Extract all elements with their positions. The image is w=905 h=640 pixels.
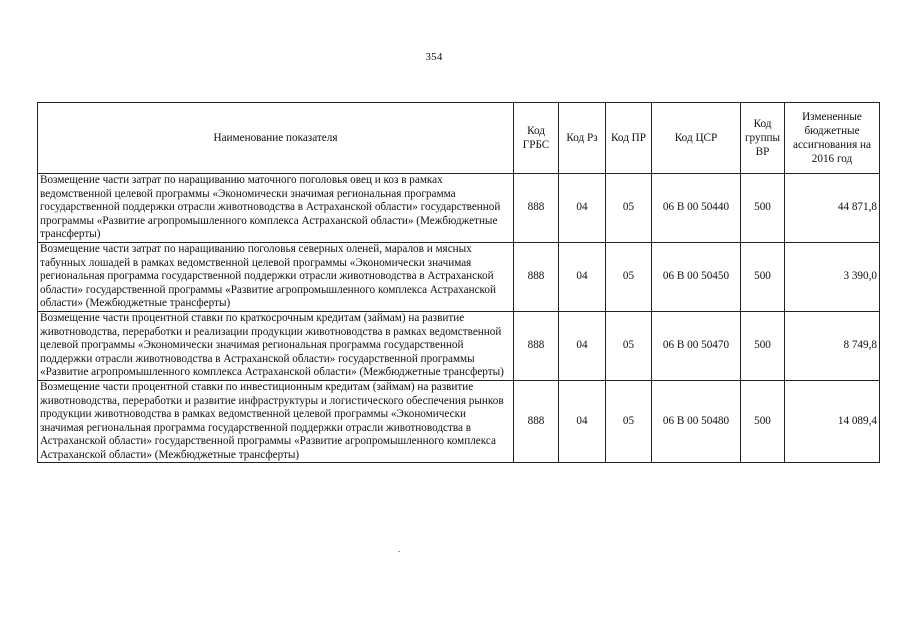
header-name: Наименование показателя bbox=[38, 103, 514, 174]
row-vr: 500 bbox=[741, 311, 785, 380]
row-grbs: 888 bbox=[514, 242, 559, 311]
header-vr: Код группы ВР bbox=[741, 103, 785, 174]
row-csr: 06 В 00 50470 bbox=[652, 311, 741, 380]
row-amount: 8 749,8 bbox=[785, 311, 880, 380]
header-pr: Код ПР bbox=[606, 103, 652, 174]
row-name: Возмещение части затрат по наращиванию поголовья северных оленей, маралов и мясных табунных лошадей в рамках ведомственной целевой программы «Экономически значимая региональная программа государственной поддержки отрасли животноводства в Астраханской области» государственной программы «Развитие агропромышленного комплекса Астраханской области» (Межбюджетные трансферты) bbox=[38, 242, 514, 311]
row-grbs: 888 bbox=[514, 380, 559, 463]
row-amount: 44 871,8 bbox=[785, 174, 880, 243]
row-grbs: 888 bbox=[514, 311, 559, 380]
row-vr: 500 bbox=[741, 380, 785, 463]
row-csr: 06 В 00 50450 bbox=[652, 242, 741, 311]
row-pr: 05 bbox=[606, 174, 652, 243]
row-vr: 500 bbox=[741, 174, 785, 243]
table-row bbox=[38, 174, 880, 243]
table-row bbox=[38, 242, 880, 311]
row-rz: 04 bbox=[559, 380, 606, 463]
row-name: Возмещение части процентной ставки по инвестиционным кредитам (займам) на развитие животноводства, переработки и развитие инфраструктуры и логистического обеспечения рынков продукции животноводства в рамках ведомственной целевой программы «Экономически значимая региональная программа государственной поддержки отрасли животноводства в Астраханской области» государственной программы «Развитие агропромышленного комплекса Астраханской области» (Межбюджетные трансферты) bbox=[38, 380, 514, 463]
budget-allocation-table bbox=[37, 102, 880, 463]
table-row bbox=[38, 311, 880, 380]
page-number: 354 bbox=[425, 51, 443, 63]
row-rz: 04 bbox=[559, 174, 606, 243]
table-header-row bbox=[38, 103, 880, 174]
row-rz: 04 bbox=[559, 311, 606, 380]
row-csr: 06 В 00 50480 bbox=[652, 380, 741, 463]
row-amount: 14 089,4 bbox=[785, 380, 880, 463]
row-vr: 500 bbox=[741, 242, 785, 311]
header-amount: Измененные бюджетные ассигнования на 2016 год bbox=[785, 103, 880, 174]
header-grbs: Код ГРБС bbox=[514, 103, 559, 174]
row-pr: 05 bbox=[606, 242, 652, 311]
row-grbs: 888 bbox=[514, 174, 559, 243]
table-row bbox=[38, 380, 880, 463]
row-amount: 3 390,0 bbox=[785, 242, 880, 311]
row-name: Возмещение части затрат по наращиванию маточного поголовья овец и коз в рамках ведомственной целевой программы «Экономически значимая региональная программа государственной поддержки отрасли животноводства в Астраханской области» государственной программы «Развитие агропромышленного комплекса Астраханской области» (Межбюджетные трансферты) bbox=[38, 174, 514, 243]
row-rz: 04 bbox=[559, 242, 606, 311]
row-pr: 05 bbox=[606, 380, 652, 463]
scan-speck bbox=[398, 551, 400, 552]
header-csr: Код ЦСР bbox=[652, 103, 741, 174]
row-name: Возмещение части процентной ставки по краткосрочным кредитам (займам) на развитие животноводства, переработки и реализации продукции животноводства в рамках ведомственной целевой программы «Экономически значимая региональная программа государственной поддержки отрасли животноводства в Астраханской области» государственной программы «Развитие агропромышленного комплекса Астраханской области» (Межбюджетные трансферты) bbox=[38, 311, 514, 380]
row-pr: 05 bbox=[606, 311, 652, 380]
header-rz: Код Рз bbox=[559, 103, 606, 174]
row-csr: 06 В 00 50440 bbox=[652, 174, 741, 243]
